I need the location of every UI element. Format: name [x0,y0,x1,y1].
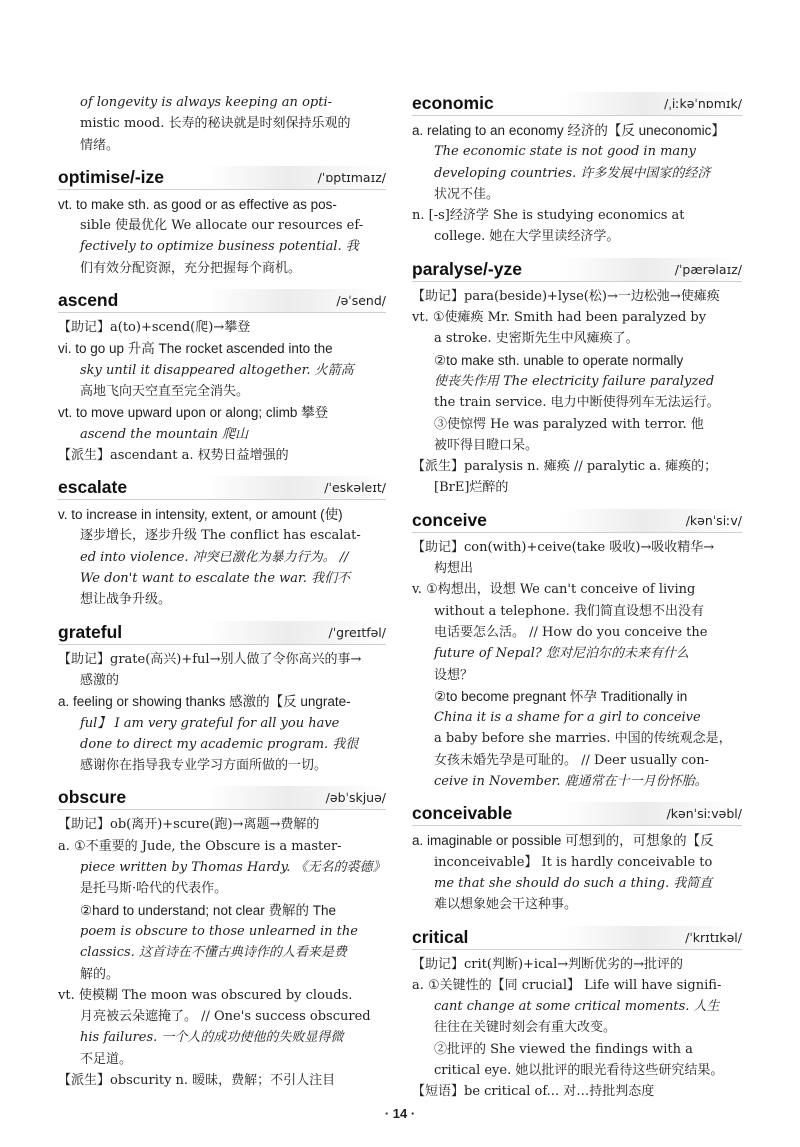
entry-escalate [58,476,386,610]
example-line: fectively to optimize business potential. 我 [80,239,359,255]
definition-line: v. ①构想出，设想 We can't conceive of living [412,582,696,598]
definition-line: ②to become pregnant 怀孕 Traditionally in [434,688,688,704]
entry-header [412,258,742,282]
example-line: classics. 这首诗在不懂古典诗作的人看来是费 [80,945,347,961]
definition-line: vt. to move upward upon or along; climb 攀登 [58,405,329,421]
phrase-line: 【短语】be critical of... 对…持批判态度 [412,1084,655,1100]
entry-header [58,166,386,190]
translation-line: 难以想象她会干这种事。 [434,897,578,913]
mnemonic-line: 【助记】crit(判断)+ical→判断优劣的→批评的 [412,956,684,972]
entry-economic [412,92,742,248]
example-line: mistic mood. 长寿的秘诀就是时刻保持乐观的 [80,116,351,132]
derivative-line: [BrE]烂醉的 [434,480,509,496]
translation-line: 往往在关键时刻会有重大改变。 [434,1020,617,1036]
mnemonic-line: 【助记】a(to)+scend(爬)→攀登 [58,320,251,336]
example-line: done to direct my academic program. 我很 [80,736,359,752]
headword: ascend [58,290,119,311]
definition-line: a. imaginable or possible 可想到的，可想象的【反 [412,833,714,849]
derivative-line: 【派生】ascendant a. 权势日益增强的 [58,447,289,463]
entry-conceivable [412,802,742,915]
example-line: The economic state is not good in many [434,144,696,160]
definition-line: ②hard to understand; not clear 费解的 The [80,902,336,918]
translation-line: a stroke. 史密斯先生中风瘫痪了。 [434,331,639,347]
mnemonic-line: 构想出 [434,561,474,577]
definition-line: sible 使最优化 We allocate our resources ef- [80,218,364,234]
mnemonic-line: 【助记】con(with)+ceive(take 吸收)→吸收精华→ [412,539,715,555]
pronunciation: /ˈeskəleɪt/ [324,480,386,496]
example-line: ful】 I am very grateful for all you have [80,715,340,731]
entry-header [58,476,386,500]
definition-line: 逐步增长，逐步升级 The conflict has escalat- [80,528,361,544]
translation-line: 解的。 [80,966,120,982]
left-column [58,92,386,1101]
definition-line: ②to make sth. unable to operate normally [434,352,684,368]
entry-paralyse [412,258,742,499]
example-line: piece written by Thomas Hardy. 《无名的裘德》 [80,860,386,876]
example-line: of longevity is always keeping an opti- [80,95,332,110]
page-number: · 14 · [384,1106,416,1121]
pronunciation: /ˈgreɪtfəl/ [328,624,386,640]
derivative-line: 【派生】obscurity n. 暧昧，费解；不引人注目 [58,1072,336,1088]
definition-line: a. ①关键性的【同 crucial】 Life will have signifi- [412,977,722,993]
definition-line: v. to increase in intensity, extent, or amount (使) [58,507,343,523]
headword: escalate [58,477,128,498]
entry-header [412,926,742,950]
translation-line: 不足道。 [80,1051,133,1067]
definition-line: vt. to make sth. as good or as effective as pos- [58,196,337,212]
definition-line: ③使惊愕 He was paralyzed with terror. 他 [434,416,704,432]
right-column [412,92,742,1113]
definition-line: n. [-s]经济学 She is studying economics at [412,208,685,224]
entry-header [58,621,386,645]
example-line: sky until it disappeared altogether. 火箭高 [80,362,354,378]
example-line: me that she should do such a thing. 我简直 [434,875,713,891]
headword: conceivable [412,803,513,824]
pronunciation: /ˈkrɪtɪkəl/ [685,929,742,945]
mnemonic-line: 【助记】para(beside)+lyse(松)→一边松弛→使瘫痪 [412,288,720,304]
example-line: ed into violence. 冲突已激化为暴力行为。 // [80,549,349,565]
translation-line: 被吓得目瞪口呆。 [434,437,539,453]
translation-line: a baby before she marries. 中国的传统观念是， [434,731,732,747]
headword: conceive [412,509,487,530]
entry-header [412,509,742,533]
example-line: cant change at some critical moments. 人生 [434,999,720,1015]
translation-line: without a telephone. 我们简直设想不出没有 [434,603,704,619]
entry-obscure [58,786,386,1091]
entry-header [412,802,742,826]
translation-line: 高地飞向天空直至完全消失。 [80,383,250,399]
headword: paralyse/-yze [412,258,522,279]
translation-line: 设想？ [434,667,474,683]
mnemonic-line: 感激的 [80,672,120,688]
translation-line: critical eye. 她以批评的眼光看待这些研究结果。 [434,1062,724,1078]
translation-line: 月亮被云朵遮掩了。 // One's success obscured [80,1009,371,1025]
definition-line: a. relating to an economy 经济的【反 uneconomic】 [412,123,725,138]
translation-line: 电话要怎么活。 // How do you conceive the [434,624,708,640]
example-line: future of Nepal? 您对尼泊尔的未来有什么 [434,646,689,662]
entry-grateful [58,621,386,777]
translation-line: 是托马斯·哈代的代表作。 [80,881,228,897]
entry-header [412,92,742,116]
example-line: his failures. 一个人的成功使他的失败显得微 [80,1030,344,1046]
entry-ascend [58,289,386,466]
entry-header [58,289,386,313]
example-line: developing countries. 许多发展中国家的经济 [434,165,711,181]
translation-line: college. 她在大学里读经济学。 [434,229,620,245]
translation-line: 们有效分配资源，充分把握每个商机。 [80,260,302,276]
definition-line: vt. ①使瘫痪 Mr. Smith had been paralyzed by [412,310,707,326]
entry-continuation [58,92,386,156]
example-line: 使丧失作用 The electricity failure paralyzed [434,373,715,389]
example-line: China it is a shame for a girl to conceive [434,710,701,726]
translation-line: 女孩未婚先孕是可耻的。 // Deer usually con- [434,752,710,768]
translation-line: 状况不佳。 [434,186,500,202]
derivative-line: 【派生】paralysis n. 瘫痪 // paralytic a. 瘫痪的； [412,459,718,475]
example-line: ascend the mountain 爬山 [80,426,249,442]
pronunciation: /kənˈsiːvəbl/ [666,806,742,822]
definition-line: inconceivable】 It is hardly conceivable to [434,854,713,870]
definition-line: a. feeling or showing thanks 感激的【反 ungrate- [58,694,351,710]
headword: optimise/-ize [58,166,164,187]
mnemonic-line: 【助记】grate(高兴)+ful→别人做了令你高兴的事→ [58,651,362,667]
entry-optimise [58,166,386,279]
pronunciation: /əˈsend/ [336,293,386,309]
pronunciation: /ˈɒptɪmaɪz/ [317,169,386,185]
pronunciation: /əbˈskjuə/ [325,790,386,806]
headword: obscure [58,787,127,808]
entry-critical [412,926,742,1103]
pronunciation: /ˌiːkəˈnɒmɪk/ [664,96,742,111]
entry-header [58,786,386,810]
translation-line: 感谢你在指导我专业学习方面所做的一切。 [80,758,328,774]
definition-line: a. ①不重要的 Jude, the Obscure is a master- [58,838,342,854]
headword: critical [412,926,469,947]
translation-line: 想让战争升级。 [80,592,172,608]
example-line: 情绪。 [80,137,120,153]
definition-line: ②批评的 She viewed the findings with a [434,1041,693,1057]
example-line: ceive in November. 鹿通常在十一月份怀胎。 [434,774,708,790]
definition-line: vt. 使模糊 The moon was obscured by clouds. [58,987,353,1003]
definition-line: vi. to go up 升高 The rocket ascended into the [58,341,333,357]
mnemonic-line: 【助记】ob(离开)+scure(跑)→离题→费解的 [58,817,320,833]
headword: economic [412,93,494,113]
example-line: poem is obscure to those unlearned in the [80,923,358,939]
example-line: We don't want to escalate the war. 我们不 [80,571,351,587]
translation-line: the train service. 电力中断使得列车无法运行。 [434,395,720,411]
pronunciation: /ˈpærəlaɪz/ [674,261,742,277]
headword: grateful [58,621,123,642]
pronunciation: /kənˈsiːv/ [685,512,742,528]
entry-conceive [412,509,742,793]
